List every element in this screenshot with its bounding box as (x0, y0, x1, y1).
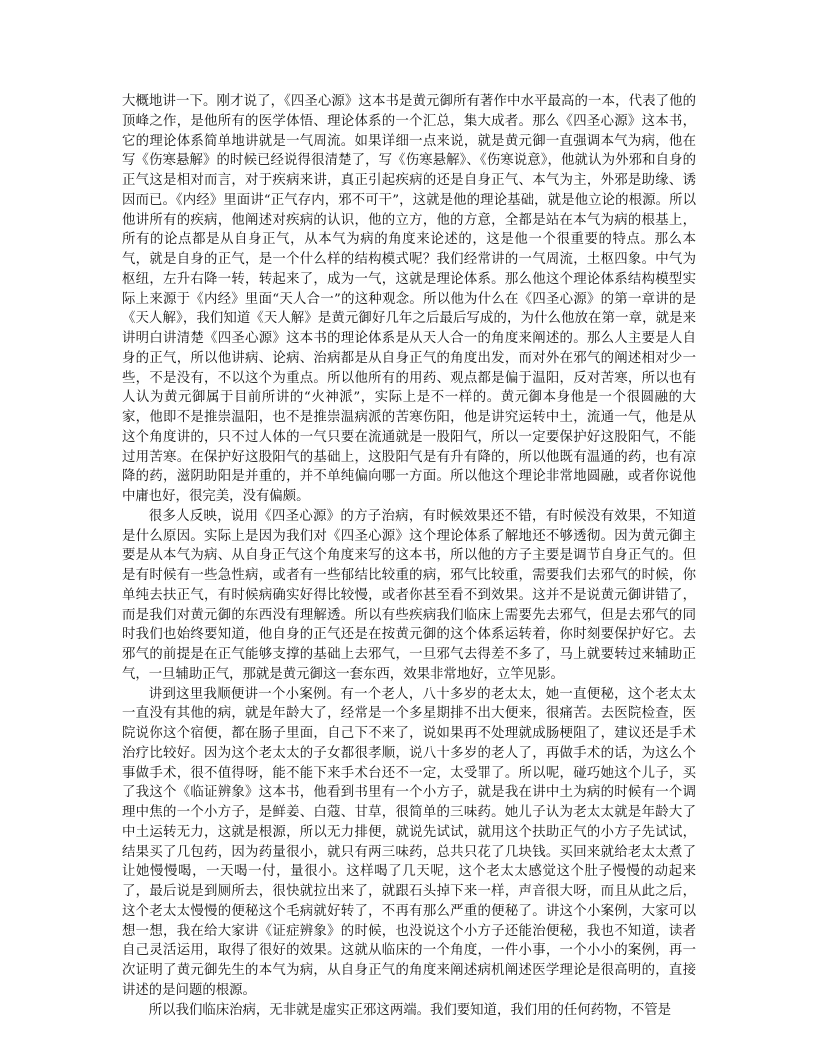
paragraph-4: 所以我们临床治病，无非就是虚实正邪这两端。我们要知道，我们用的任何药物，不管是 (148, 1002, 672, 1018)
paragraph-3: 讲到这里我顺便讲一个小案例。有一个老人，八十多岁的老太太，她一直便秘，这个老太太一直没有其他的病，就是年龄大了，经常是一个多星期排不出大便来，很痛苦。去医院检查，医院说你这个宿便，都在肠子里面，自己下不来了，说如果再不处理就成肠梗阻了，建议还是手术治疗比较好。因为这个老太太的子女都很孝顺，说八十多岁的老人了，再做手术的话，为这么个事做手术，很不值得呀，能不能下来手术台还不一定，太受罪了。所以呢，碰巧她这个儿子，买了我这个《临证辨象》这本书，他看到书里有一个小方子，就是我在讲中土为病的时候有一个调理中焦的一个小方子，是鲜姜、白蔻、甘草，很简单的三味药。她儿子认为老太太就是年龄大了中土运转无力，这就是根源，所以无力排便，就说先试试，就用这个扶助正气的小方子先试试，结果买了几包药，因为药量很小，就只有两三味药，总共只花了几块钱。买回来就给老太太煮了让她慢慢喝，一天喝一付，量很小。这样喝了几天呢，这个老太太感觉这个肚子慢慢的动起来了，最后说是到厕所去，很快就拉出来了，就跟石头掉下来一样，声音很大呀，而且从此之后，这个老太太慢慢的便秘这个毛病就好转了，不再有那么严重的便秘了。讲这个小案例，大家可以想一想，我在给大家讲《证症辨象》的时候，也没说这个小方子还能治便秘，我也不知道，读者自己灵活运用，取得了很好的效果。这就从临床的一个角度，一件小事，一个小小的案例，再一次证明了黄元御先生的本气为病，从自身正气的角度来阐述病机阐述医学理论是很高明的，直接讲述的是问题的根源。 (122, 686, 696, 998)
document-page (122, 92, 696, 1020)
paragraph-2: 很多人反映，说用《四圣心源》的方子治病，有时候效果还不错，有时候没有效果，不知道是什么原因。实际上是因为我们对《四圣心源》这个理论体系了解地还不够透彻。因为黄元御主要是从本气为病、从自身正气这个角度来写的这本书，所以他的方子主要是调节自身正气的。但是有时候有一些急性病，或者有一些郁结比较重的病，邪气比较重，需要我们去邪气的时候，你单纯去扶正气，有时候病确实好得比较慢，或者你甚至看不到效果。这并不是说黄元御讲错了，而是我们对黄元御的东西没有理解透。所以有些疾病我们临床上需要先去邪气，但是去邪气的同时我们也始终要知道，他自身的正气还是在按黄元御的这个体系运转着，你时刻要保护好它。去邪气的前提是在正气能够支撑的基础上去邪气，一旦邪气去得差不多了，马上就要转过来辅助正气，一旦辅助正气，那就是黄元御这一套东西，效果非常地好，立竿见影。 (122, 508, 696, 682)
paragraph-1: 大概地讲一下。刚才说了，《四圣心源》这本书是黄元御所有著作中水平最高的一本，代表了他的顶峰之作，是他所有的医学体悟、理论体系的一个汇总，集大成者。那么《四圣心源》这本书，它的理论体系简单地讲就是一气周流。如果详细一点来说，就是黄元御一直强调本气为病，他在写《伤寒悬解》的时候已经说得很清楚了，写《伤寒悬解》、《伤寒说意》，他就认为外邪和自身的正气这是相对而言，对于疾病来讲，真正引起疾病的还是自身正气、本气为主，外邪是助缘、诱因而已。《内经》里面讲“正气存内，邪不可干”，这就是他的理论基础，就是他立论的根源。所以他讲所有的疾病，他阐述对疾病的认识，他的立方，他的方意，全都是站在本气为病的根基上，所有的论点都是从自身正气，从本气为病的角度来论述的，这是他一个很重要的特点。那么本气，就是自身的正气，是一个什么样的结构模式呢？我们经常讲的一气周流，土枢四象。中气为枢纽，左升右降一转，转起来了，成为一气，这就是理论体系。那么他这个理论体系结构模型实际上来源于《内经》里面“天人合一”的这种观念。所以他为什么在《四圣心源》的第一章讲的是《天人解》，我们知道《天人解》是黄元御好几年之后最后写成的，为什么他放在第一章，就是来讲明白讲清楚《四圣心源》这本书的理论体系是从天人合一的角度来阐述的。那么人主要是人自身的正气，所以他讲病、论病、治病都是从自身正气的角度出发，而对外在邪气的阐述相对少一些，不是没有，不以这个为重点。所以他所有的用药、观点都是偏于温阳，反对苦寒，所以也有人认为黄元御属于目前所讲的“火神派”，实际上是不一样的。黄元御本身他是一个很圆融的大家，他即不是推崇温阳，也不是推崇温病派的苦寒伤阳，他是讲究运转中土，流通一气，他是从这个角度讲的，只不过人体的一气只要在流通就是一股阳气，所以一定要保护好这股阳气，不能过用苦寒。在保护好这股阳气的基础上，这股阳气是有升有降的，所以他既有温通的药，也有凉降的药，滋阴助阳是并重的，并不单纯偏向哪一方面。所以他这个理论非常地圆融，或者你说他中庸也好，很完美，没有偏颇。 (122, 94, 696, 504)
